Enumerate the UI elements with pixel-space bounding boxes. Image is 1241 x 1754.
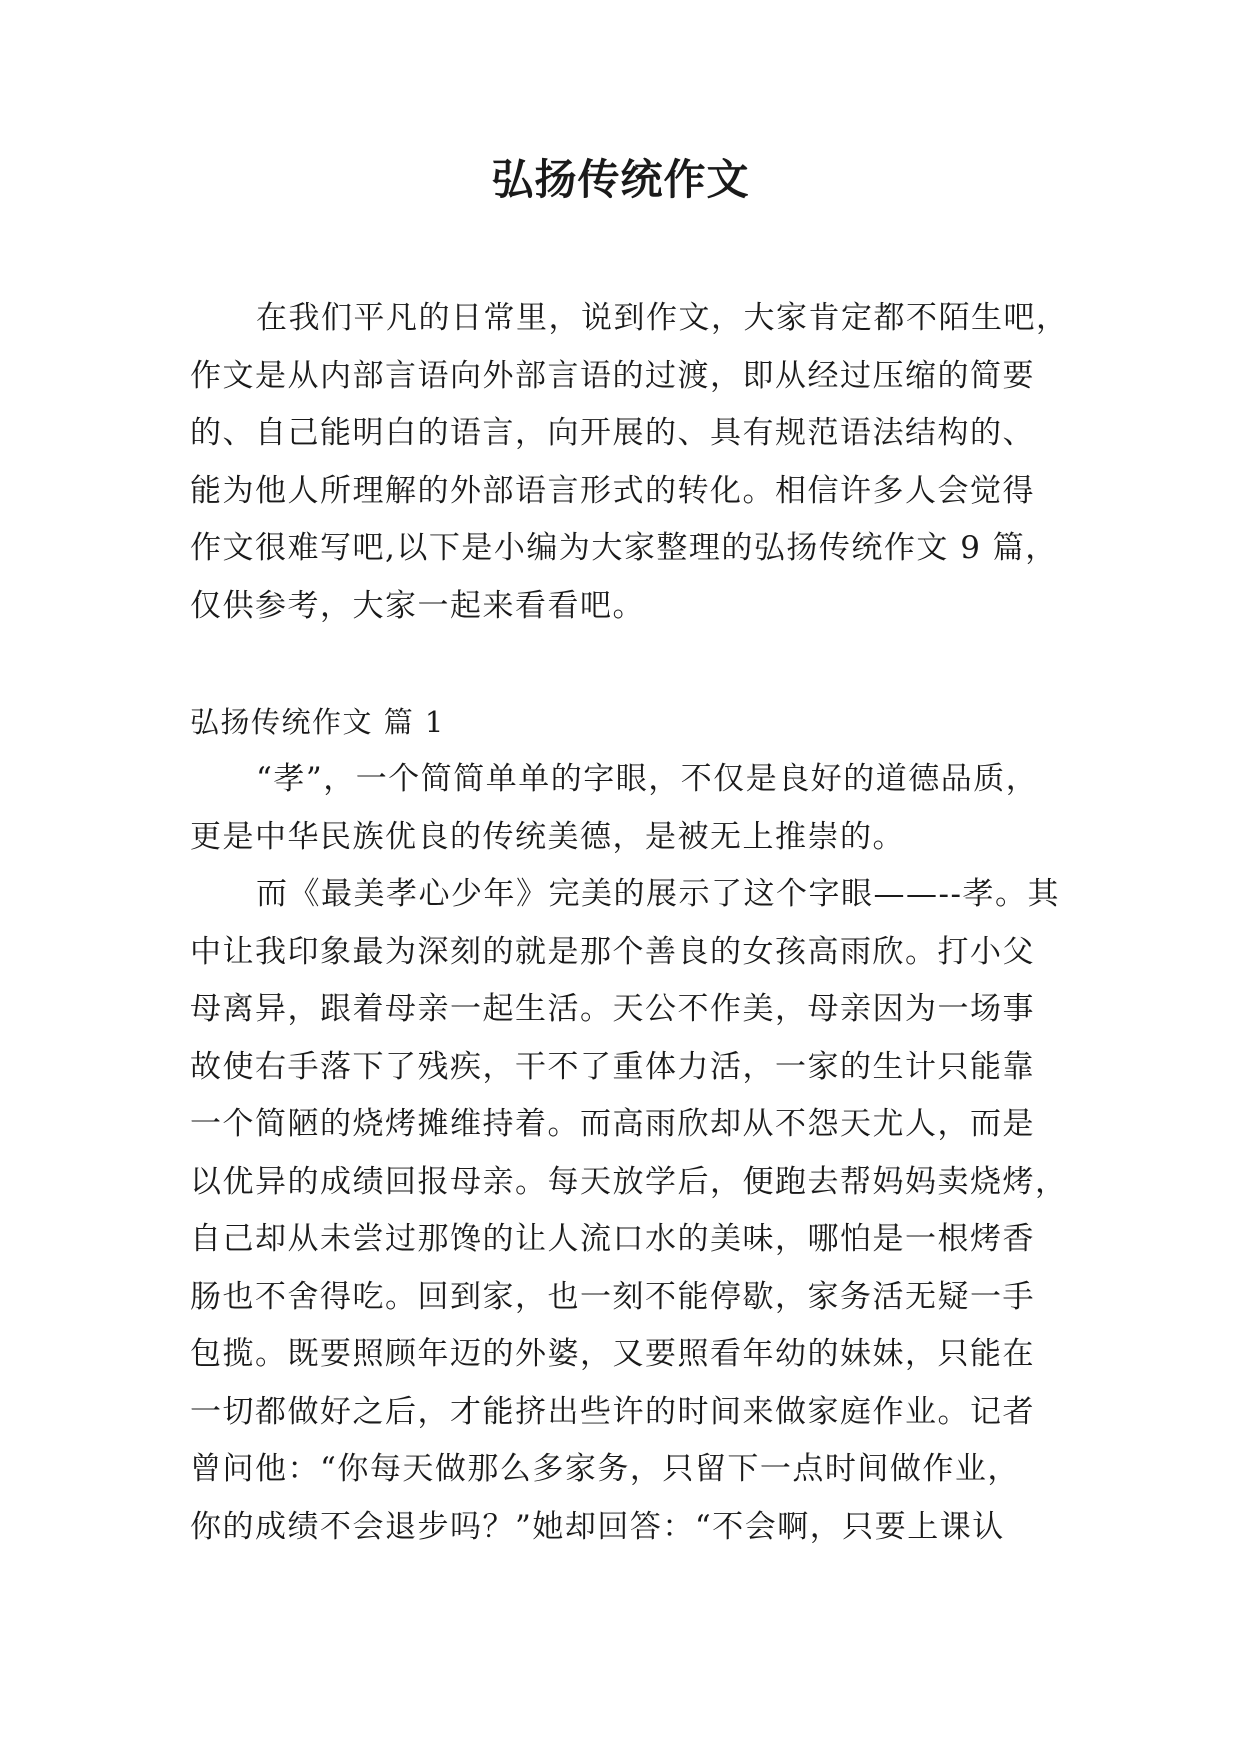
paragraph-line: 母离异，跟着母亲一起生活。天公不作美，母亲因为一场事 [190, 991, 1035, 1027]
paragraph-line: 曾问他：“你每天做那么多家务，只留下一点时间做作业， [190, 1451, 1020, 1487]
paragraph-line: 中让我印象最为深刻的就是那个善良的女孩高雨欣。打小父 [190, 933, 1035, 970]
paragraph-line: “孝”，一个简简单单的字眼，不仅是良好的道德品质， [256, 761, 1039, 797]
section-heading [190, 694, 1060, 752]
intro-line: 仅供参考，大家一起来看看吧。 [190, 587, 645, 624]
document-title: 弘扬传统作文 [491, 155, 750, 204]
intro-line: 作文是从内部言语向外部言语的过渡，即从经过压缩的简要 [190, 357, 1035, 394]
intro-line: 在我们平凡的日常里，说到作文，大家肯定都不陌生吧， [256, 300, 1069, 336]
paragraph-line: 更是中华民族优良的传统美德，是被无上推崇的。 [190, 818, 905, 855]
paragraph-line: 你的成绩不会退步吗？”她却回答：“不会啊，只要上课认 [190, 1508, 1005, 1545]
paragraph-line: 自己却从未尝过那馋的让人流口水的美味，哪怕是一根烤香 [190, 1221, 1035, 1257]
intro-line: 的、自己能明白的语言，向开展的、具有规范语法结构的、 [190, 415, 1035, 451]
paragraph-line: 而《最美孝心少年》完美的展示了这个字眼——--孝。其 [256, 876, 1060, 912]
intro-paragraph [190, 290, 1069, 635]
intro-line: 能为他人所理解的外部语言形式的转化。相信许多人会觉得 [190, 472, 1035, 509]
paragraph-line: 故使右手落下了残疾，干不了重体力活，一家的生计只能靠 [190, 1048, 1035, 1085]
section-heading-text: 弘扬传统作文 篇 1 [190, 705, 445, 739]
paragraph-line: 一个简陋的烧烤摊维持着。而高雨欣却从不怨天尤人，而是 [190, 1106, 1035, 1142]
paragraph-line: 包揽。既要照顾年迈的外婆，又要照看年幼的妹妹，只能在 [190, 1336, 1035, 1372]
article-body [190, 751, 1068, 1556]
intro-line: 作文很难写吧,以下是小编为大家整理的弘扬传统作文 9 篇， [190, 530, 1058, 566]
paragraph-line: 肠也不舍得吃。回到家，也一刻不能停歇，家务活无疑一手 [190, 1278, 1035, 1315]
paragraph-line: 以优异的成绩回报母亲。每天放学后，便跑去帮妈妈卖烧烤， [190, 1163, 1068, 1200]
paragraph-line: 一切都做好之后，才能挤出些许的时间来做家庭作业。记者 [190, 1393, 1035, 1430]
